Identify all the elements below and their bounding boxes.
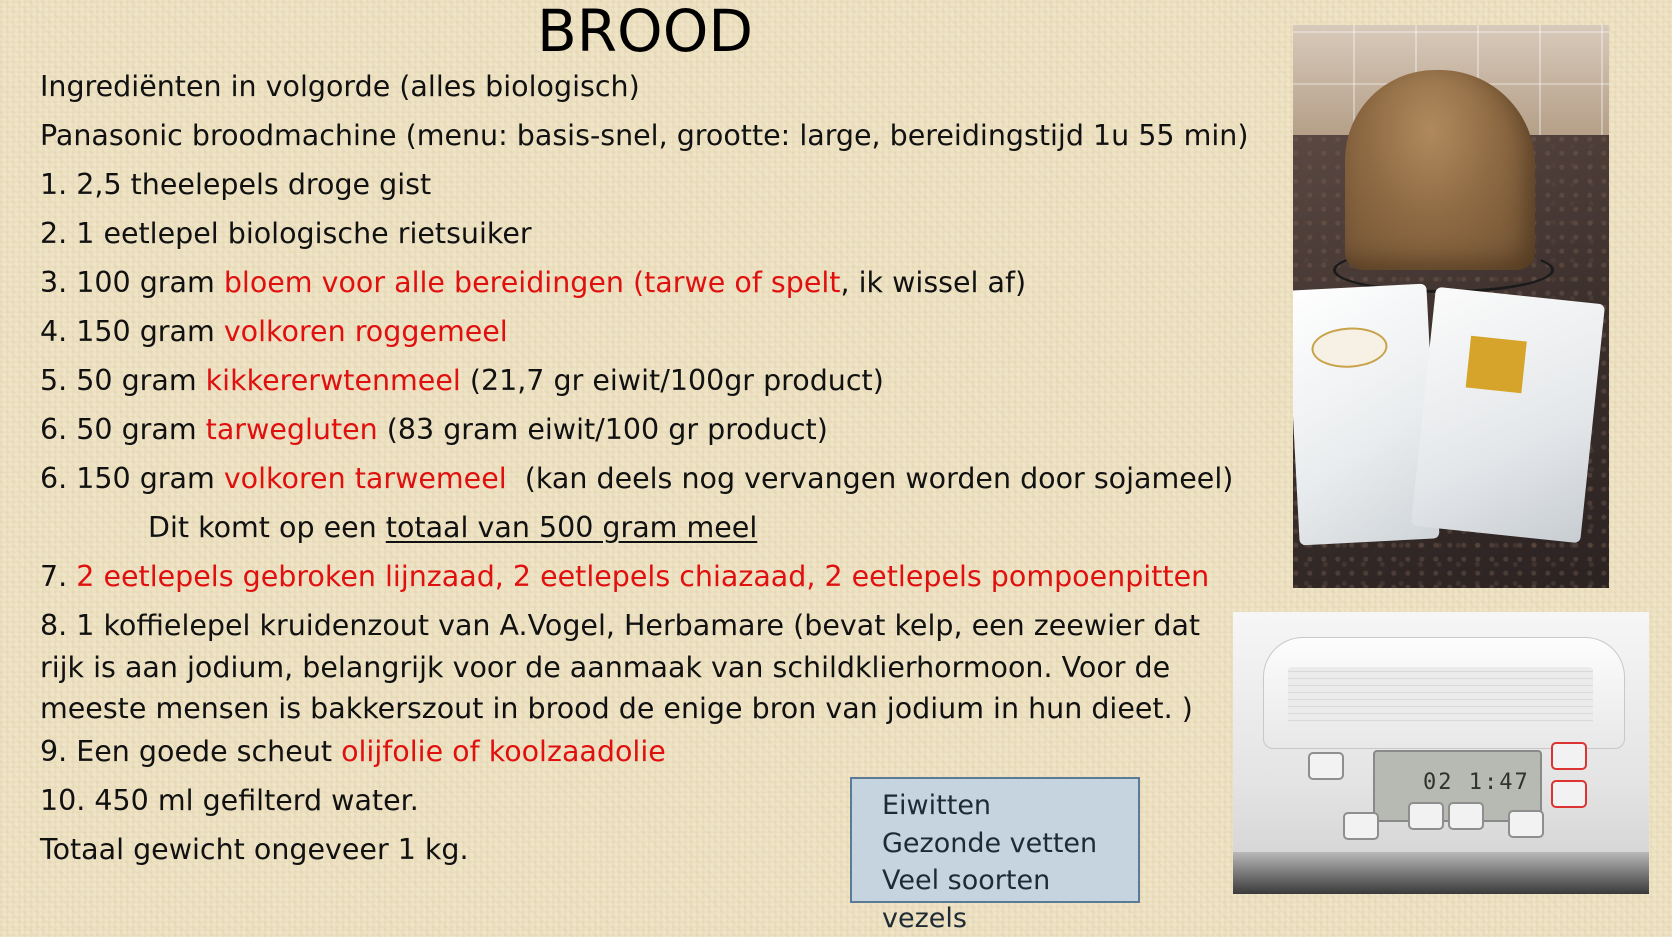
ingredient-7 [40,559,1209,595]
ingredient-5-highlight: kikkererwtenmeel [205,364,461,397]
total-meel-line [148,510,757,546]
nutrition-item: Gezonde vetten [882,827,1098,859]
up-button [1448,802,1484,830]
ingredient-4 [40,314,508,350]
nutrition-item: Veel soorten vezels [882,865,1051,934]
stop-button [1551,780,1587,808]
nutrition-box [850,777,1140,934]
ingredient-6b-text: 6. 150 gram [40,462,224,495]
ingredient-3-highlight: bloem voor alle bereidingen (tarwe of spelt [223,266,841,299]
size-button [1343,812,1379,840]
ingredient-5-note: (21,7 gr eiwit/100gr product) [460,364,884,397]
ingredient-1: 1. 2,5 theelepels droge gist [40,168,432,201]
menu-panel [1288,667,1593,727]
ingredient-6-text: 6. 50 gram [40,413,206,446]
total-meel-text: Dit komt op een [148,511,386,544]
ingredient-5-text: 5. 50 gram [40,364,206,397]
ingredient-5 [40,363,884,399]
ingredient-6-note: (83 gram eiwit/100 gr product) [377,413,828,446]
ingredient-9-text: 9. Een goede scheut [40,735,342,768]
ingredient-7-highlight: 2 eetlepels gebroken lijnzaad, 2 eetlepels chiazaad, 2 eetlepels pompoenpitten [76,560,1210,593]
intro-line: Ingrediënten in volgorde (alles biologisch) [40,70,640,103]
ingredient-3-text: 3. 100 gram [40,266,224,299]
machine-line: Panasonic broodmachine (menu: basis-snel, grootte: large, bereidingstijd 1u 55 min) [40,119,1249,152]
bread-machine-photo [1233,612,1649,894]
ingredient-2: 2. 1 eetlepel biologische rietsuiker [40,217,532,250]
brand-logo [1310,326,1388,370]
lcd-readout: 02 1:47 [1423,770,1530,795]
ingredient-4-highlight: volkoren roggemeel [223,315,508,348]
flour-bag-right [1411,287,1605,543]
ingredient-6b-highlight: volkoren tarwemeel [223,462,507,495]
ingredient-7-text: 7. [40,560,77,593]
ingredient-6 [40,412,828,448]
ingredient-10: 10. 450 ml gefilterd water. [40,784,419,817]
ingredient-8: 8. 1 koffielepel kruidenzout van A.Vogel, Herbamare (bevat kelp, een zeewier dat rijk is aan jodium, belangrijk voor de aanmaak van schildklierhormoon. Voor de meeste mensen is bakkerszout in brood de enige bron van jodium in hun dieet. ) [40,609,1201,725]
nutrition-item: Eiwitten [882,790,992,821]
ingredient-9 [40,734,666,770]
start-button [1551,742,1587,770]
ingredient-6b-note: (kan deels nog vervangen worden door sojameel) [506,462,1234,495]
bread-loaf [1345,70,1535,270]
crust-button [1508,810,1544,838]
ingredient-4-text: 4. 150 gram [40,315,224,348]
page-title: BROOD [536,0,754,65]
total-meel-underlined: totaal van 500 gram meel [385,511,758,544]
ingredient-3 [40,265,1026,301]
ingredient-6b [40,461,1233,497]
menu-button [1308,752,1344,780]
ingredient-3-note: , ik wissel af) [840,266,1027,299]
ingredient-6-highlight: tarwegluten [205,413,378,446]
total-weight: Totaal gewicht ongeveer 1 kg. [40,833,469,866]
bread-photo [1293,25,1609,588]
bag-label [1466,336,1527,394]
machine-base [1233,852,1649,894]
ingredient-9-highlight: olijfolie of koolzaadolie [341,735,666,768]
down-button [1408,802,1444,830]
